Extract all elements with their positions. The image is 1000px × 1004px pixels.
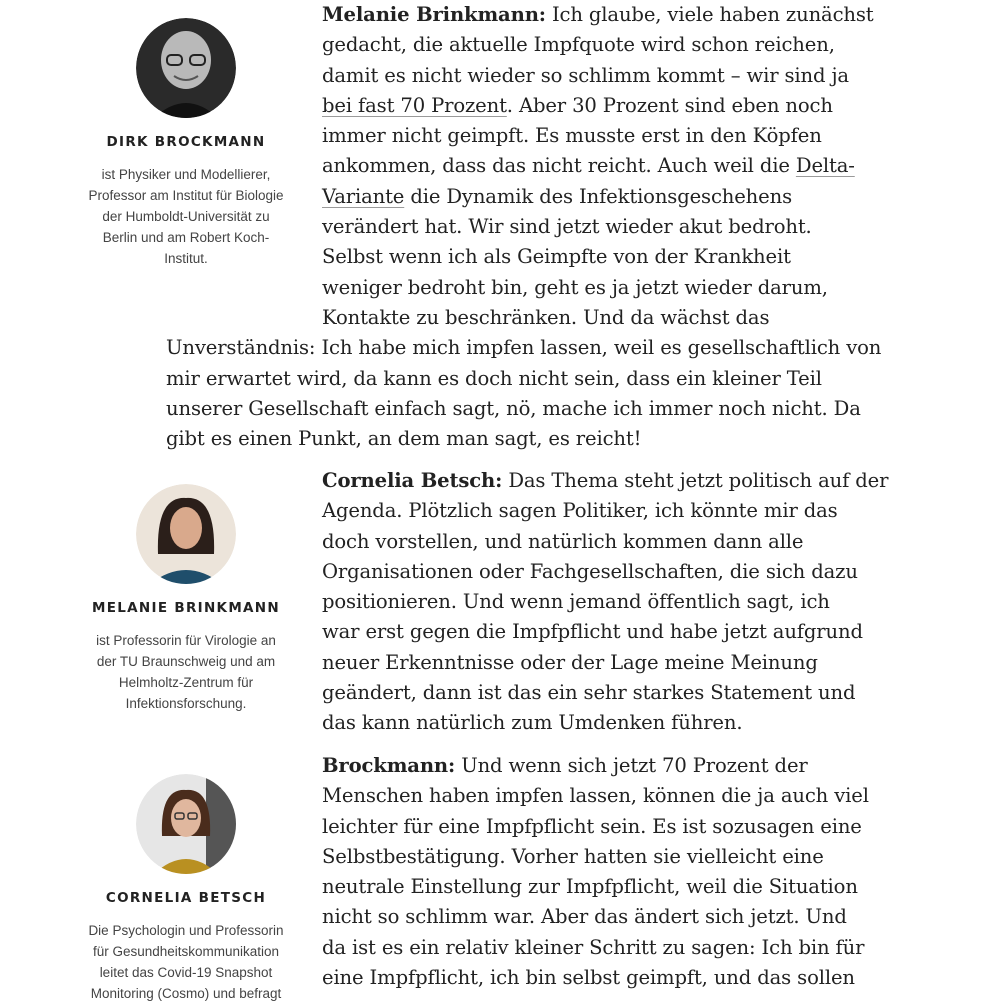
text-line: Brockmann: Und wenn sich jetzt 70 Prozent der bbox=[322, 754, 808, 777]
text-line: Unverständnis: Ich habe mich impfen lassen, weil es gesellschaftlich von bbox=[166, 336, 882, 360]
bio-line: ist Physiker und Modellierer, bbox=[101, 167, 271, 182]
text-line: Selbstbestätigung. Vorher hatten sie vielleicht eine bbox=[322, 844, 824, 868]
text-line: leichter für eine Impfpflicht sein. Es ist sozusagen eine bbox=[322, 814, 862, 838]
interview-paragraph bbox=[322, 466, 888, 739]
avatar-brinkmann bbox=[136, 484, 236, 584]
expert-name: CORNELIA BETSCH bbox=[105, 890, 267, 906]
bio-line: der Humboldt-Universität zu bbox=[102, 209, 270, 224]
bio-line: für Gesundheitskommunikation bbox=[92, 944, 280, 959]
text-line: immer nicht geimpft. Es musste erst in den Köpfen bbox=[322, 124, 822, 148]
text-line: doch vorstellen, und natürlich kommen dann alle bbox=[322, 529, 804, 553]
link-impfquote[interactable]: bei fast 70 Prozent bbox=[322, 93, 507, 117]
bio-line: ist Professorin für Virologie an bbox=[96, 633, 276, 648]
text-line: geändert, dann ist das ein sehr starkes Statement und bbox=[322, 681, 856, 705]
text-line: eine Impfpflicht, ich bin selbst geimpft, und das sollen bbox=[322, 966, 855, 990]
bio-line: Monitoring (Cosmo) und befragt bbox=[90, 986, 282, 1001]
bio-line: Die Psychologin und Professorin bbox=[88, 923, 284, 938]
bio-line: Professor am Institut für Biologie bbox=[88, 188, 284, 203]
text-line: bei fast 70 Prozent. Aber 30 Prozent sind eben noch bbox=[322, 93, 833, 117]
link-delta-variante[interactable]: Delta- bbox=[795, 154, 855, 178]
expert-bio bbox=[66, 630, 306, 714]
bio-line: Berlin und am Robert Koch- bbox=[102, 230, 270, 245]
bio-line: Infektionsforschung. bbox=[125, 696, 247, 711]
expert-card-brinkmann bbox=[66, 484, 306, 714]
text-line: nicht so schlimm war. Aber das ändert sich jetzt. Und bbox=[322, 905, 847, 929]
expert-card-betsch bbox=[66, 774, 306, 1004]
text-line: Melanie Brinkmann: Ich glaube, viele haben zunächst bbox=[322, 3, 874, 26]
text-line: positionieren. Und wenn jemand öffentlich sagt, ich bbox=[322, 590, 830, 614]
text-line: Cornelia Betsch: Das Thema steht jetzt politisch auf der bbox=[322, 469, 889, 492]
link-delta-variante[interactable]: Variante bbox=[322, 184, 405, 208]
text-line: damit es nicht wieder so schlimm kommt – wir sind ja bbox=[322, 63, 849, 87]
text-line: da ist es ein relativ kleiner Schritt zu sagen: Ich bin für bbox=[322, 935, 865, 959]
expert-card-brockmann bbox=[66, 18, 306, 269]
text-line: unserer Gesellschaft einfach sagt, nö, mache ich immer noch nicht. Da bbox=[166, 396, 861, 420]
bio-line: der TU Braunschweig und am bbox=[96, 654, 276, 669]
text-line: weniger bedroht bin, geht es ja jetzt wieder darum, bbox=[322, 275, 828, 299]
text-line: Organisationen oder Fachgesellschaften, die sich dazu bbox=[322, 559, 858, 583]
bio-line: leitet das Covid-19 Snapshot bbox=[99, 965, 273, 980]
bio-line: Institut. bbox=[164, 251, 208, 266]
bio-line: Helmholtz-Zentrum für bbox=[118, 675, 254, 690]
expert-bio bbox=[66, 920, 306, 1004]
avatar-brockmann bbox=[136, 18, 236, 118]
text-line: das kann natürlich zum Umdenken führen. bbox=[322, 711, 743, 735]
text-line: neuer Erkenntnisse oder der Lage meine Meinung bbox=[322, 650, 818, 674]
text-line: war erst gegen die Impfpflicht und habe jetzt aufgrund bbox=[322, 620, 863, 644]
text-line: Agenda. Plötzlich sagen Politiker, ich könnte mir das bbox=[322, 499, 838, 523]
expert-name: DIRK BROCKMANN bbox=[106, 134, 266, 150]
text-line: mir erwartet wird, da kann es doch nicht sein, dass ein kleiner Teil bbox=[166, 366, 822, 390]
expert-bio bbox=[66, 164, 306, 269]
text-line: verändert hat. Wir sind jetzt wieder akut bedroht. bbox=[322, 215, 812, 239]
text-line: gibt es einen Punkt, an dem man sagt, es reicht! bbox=[166, 427, 642, 451]
text-line: ankommen, dass das nicht reicht. Auch weil die Delta- bbox=[322, 154, 855, 178]
text-line: neutrale Einstellung zur Impfpflicht, weil die Situation bbox=[322, 875, 858, 899]
text-line: Selbst wenn ich als Geimpfte von der Krankheit bbox=[322, 245, 791, 269]
interview-paragraph bbox=[322, 751, 869, 993]
text-line: Variante die Dynamik des Infektionsgeschehens bbox=[322, 184, 792, 208]
text-line: Kontakte zu beschränken. Und da wächst das bbox=[322, 305, 770, 329]
avatar-betsch bbox=[136, 774, 236, 874]
text-line: gedacht, die aktuelle Impfquote wird schon reichen, bbox=[322, 33, 835, 57]
text-line: Menschen haben impfen lassen, können die ja auch viel bbox=[322, 784, 869, 808]
speaker-name: Brockmann: bbox=[322, 754, 456, 777]
expert-name: MELANIE BRINKMANN bbox=[92, 600, 280, 616]
speaker-name: Cornelia Betsch: bbox=[322, 469, 503, 492]
speaker-name: Melanie Brinkmann: bbox=[322, 3, 546, 26]
